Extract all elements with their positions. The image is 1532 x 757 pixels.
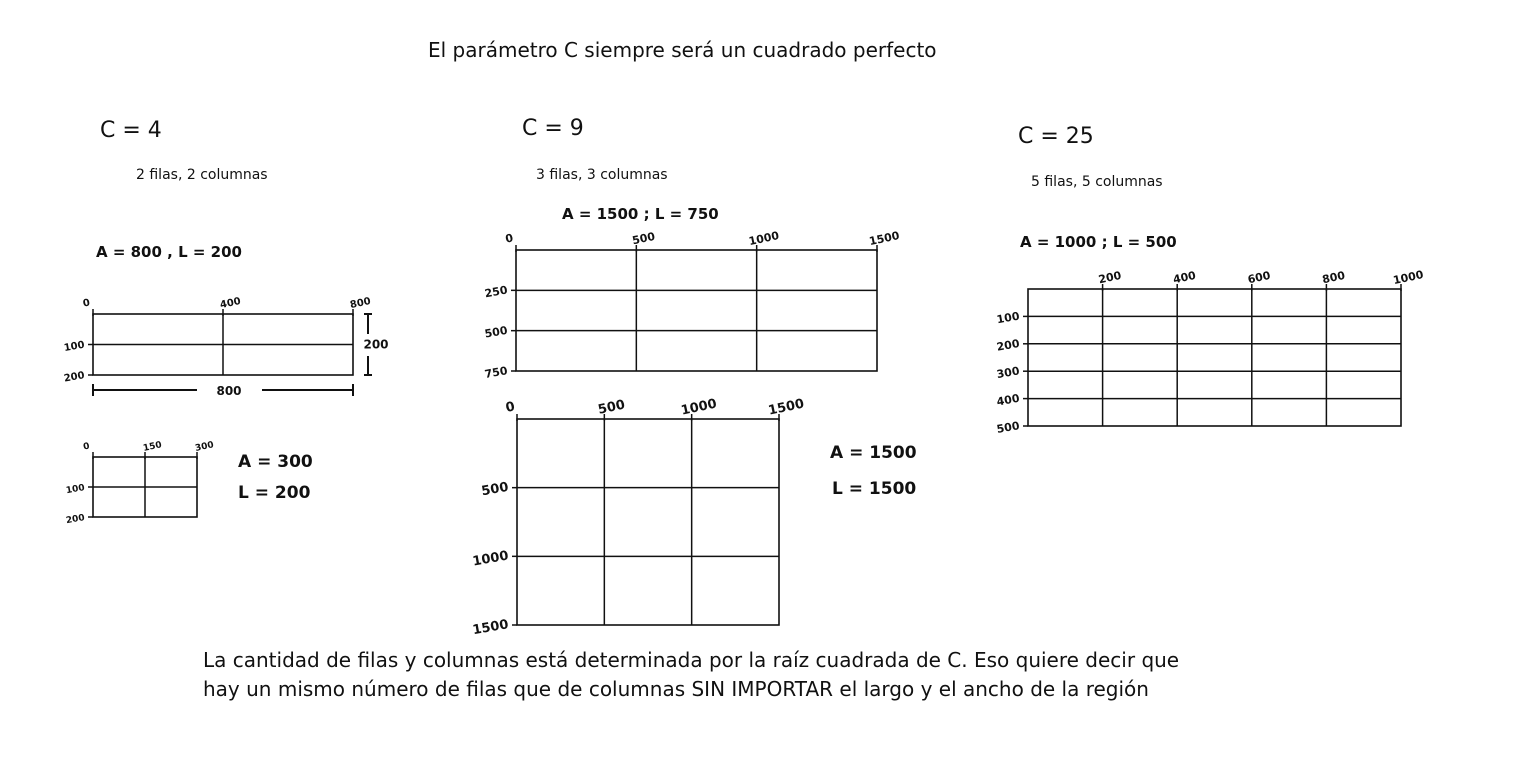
s0-g1-top-tick-label: 300: [194, 440, 215, 454]
s1-g1-left-tick-label: 1000: [471, 548, 510, 570]
s1-g0-left-tick-label: 500: [483, 323, 509, 341]
s0-g0-top-tick-label: 400: [219, 296, 242, 312]
s1-g0-left-tick-label: 250: [483, 283, 509, 301]
s0-g0-left-tick-label: 100: [63, 339, 86, 355]
s1-g0-top-tick-label: 1500: [867, 229, 901, 249]
c25-heading: C = 25: [1018, 124, 1094, 149]
s2-g0-left-tick-label: 200: [995, 336, 1021, 354]
s0-g1-left-tick-label: 100: [65, 483, 86, 497]
s2-g0-top-tick-label: 400: [1171, 268, 1198, 287]
c25-subtitle: 5 filas, 5 columnas: [1031, 174, 1163, 190]
s1-g1-grid-border: [517, 419, 779, 625]
s1-g1-top-tick-label: 1500: [767, 396, 806, 419]
s1-g0-grid-border: [516, 250, 877, 371]
s1-g1-top-tick-label: 0: [504, 399, 517, 416]
s1-g0-top-tick-label: 1000: [747, 229, 781, 249]
c9-subtitle: 3 filas, 3 columnas: [536, 167, 668, 183]
s2-g0-left-tick-label: 300: [995, 364, 1021, 382]
c9-grid1-label: A = 1500 ; L = 750: [562, 205, 719, 223]
s1-g0-top-tick-label: 500: [631, 229, 657, 248]
c9-grid2-a: A = 1500: [830, 443, 917, 463]
s1-g0-left-tick-label: 750: [483, 364, 509, 381]
diagram-title: El parámetro C siempre será un cuadrado perfecto: [428, 38, 937, 62]
s2-g0-top-tick-label: 600: [1246, 268, 1272, 287]
c4-grid1-label: A = 800 , L = 200: [96, 243, 242, 261]
s0-g0-top-tick-label: 800: [349, 296, 372, 312]
s1-g1-left-tick-label: 500: [480, 479, 510, 500]
s0-g0-height-dimension-label: 200: [363, 337, 389, 352]
s1-g0-top-tick-label: 0: [504, 231, 515, 246]
c4-grid2-l: L = 200: [238, 483, 311, 503]
footer-line-2: hay un mismo número de filas que de columnas SIN IMPORTAR el largo y el ancho de la región: [203, 677, 1149, 701]
s0-g0-top-tick-label: 0: [81, 297, 92, 310]
s1-g1-left-tick-label: 1500: [471, 617, 510, 639]
s0-g0-left-tick-label: 200: [63, 370, 86, 385]
c25-grid-label: A = 1000 ; L = 500: [1020, 233, 1177, 251]
s2-g0-left-tick-label: 400: [995, 391, 1021, 409]
s2-g0-top-tick-label: 800: [1321, 268, 1347, 287]
footer-line-1: La cantidad de filas y columnas está determinada por la raíz cuadrada de C. Eso quiere decir que: [203, 648, 1180, 672]
c4-grid2-a: A = 300: [238, 452, 313, 472]
s2-g0-left-tick-label: 100: [995, 309, 1021, 327]
c9-heading: C = 9: [522, 116, 584, 141]
s2-g0-top-tick-label: 200: [1097, 268, 1123, 287]
s2-g0-grid-border: [1028, 289, 1401, 426]
s0-g0-width-dimension-label: 800: [216, 384, 242, 398]
c4-heading: C = 4: [100, 118, 162, 143]
s0-g1-top-tick-label: 150: [142, 440, 163, 454]
c9-grid2-l: L = 1500: [832, 479, 917, 499]
s1-g1-top-tick-label: 1000: [679, 396, 719, 419]
s2-g0-left-tick-label: 500: [995, 419, 1021, 436]
c4-subtitle: 2 filas, 2 columnas: [136, 167, 268, 183]
s0-g1-top-tick-label: 0: [82, 441, 91, 453]
s2-g0-top-tick-label: 1000: [1391, 268, 1425, 288]
s1-g1-top-tick-label: 500: [596, 397, 627, 418]
s0-g1-left-tick-label: 200: [65, 513, 86, 527]
